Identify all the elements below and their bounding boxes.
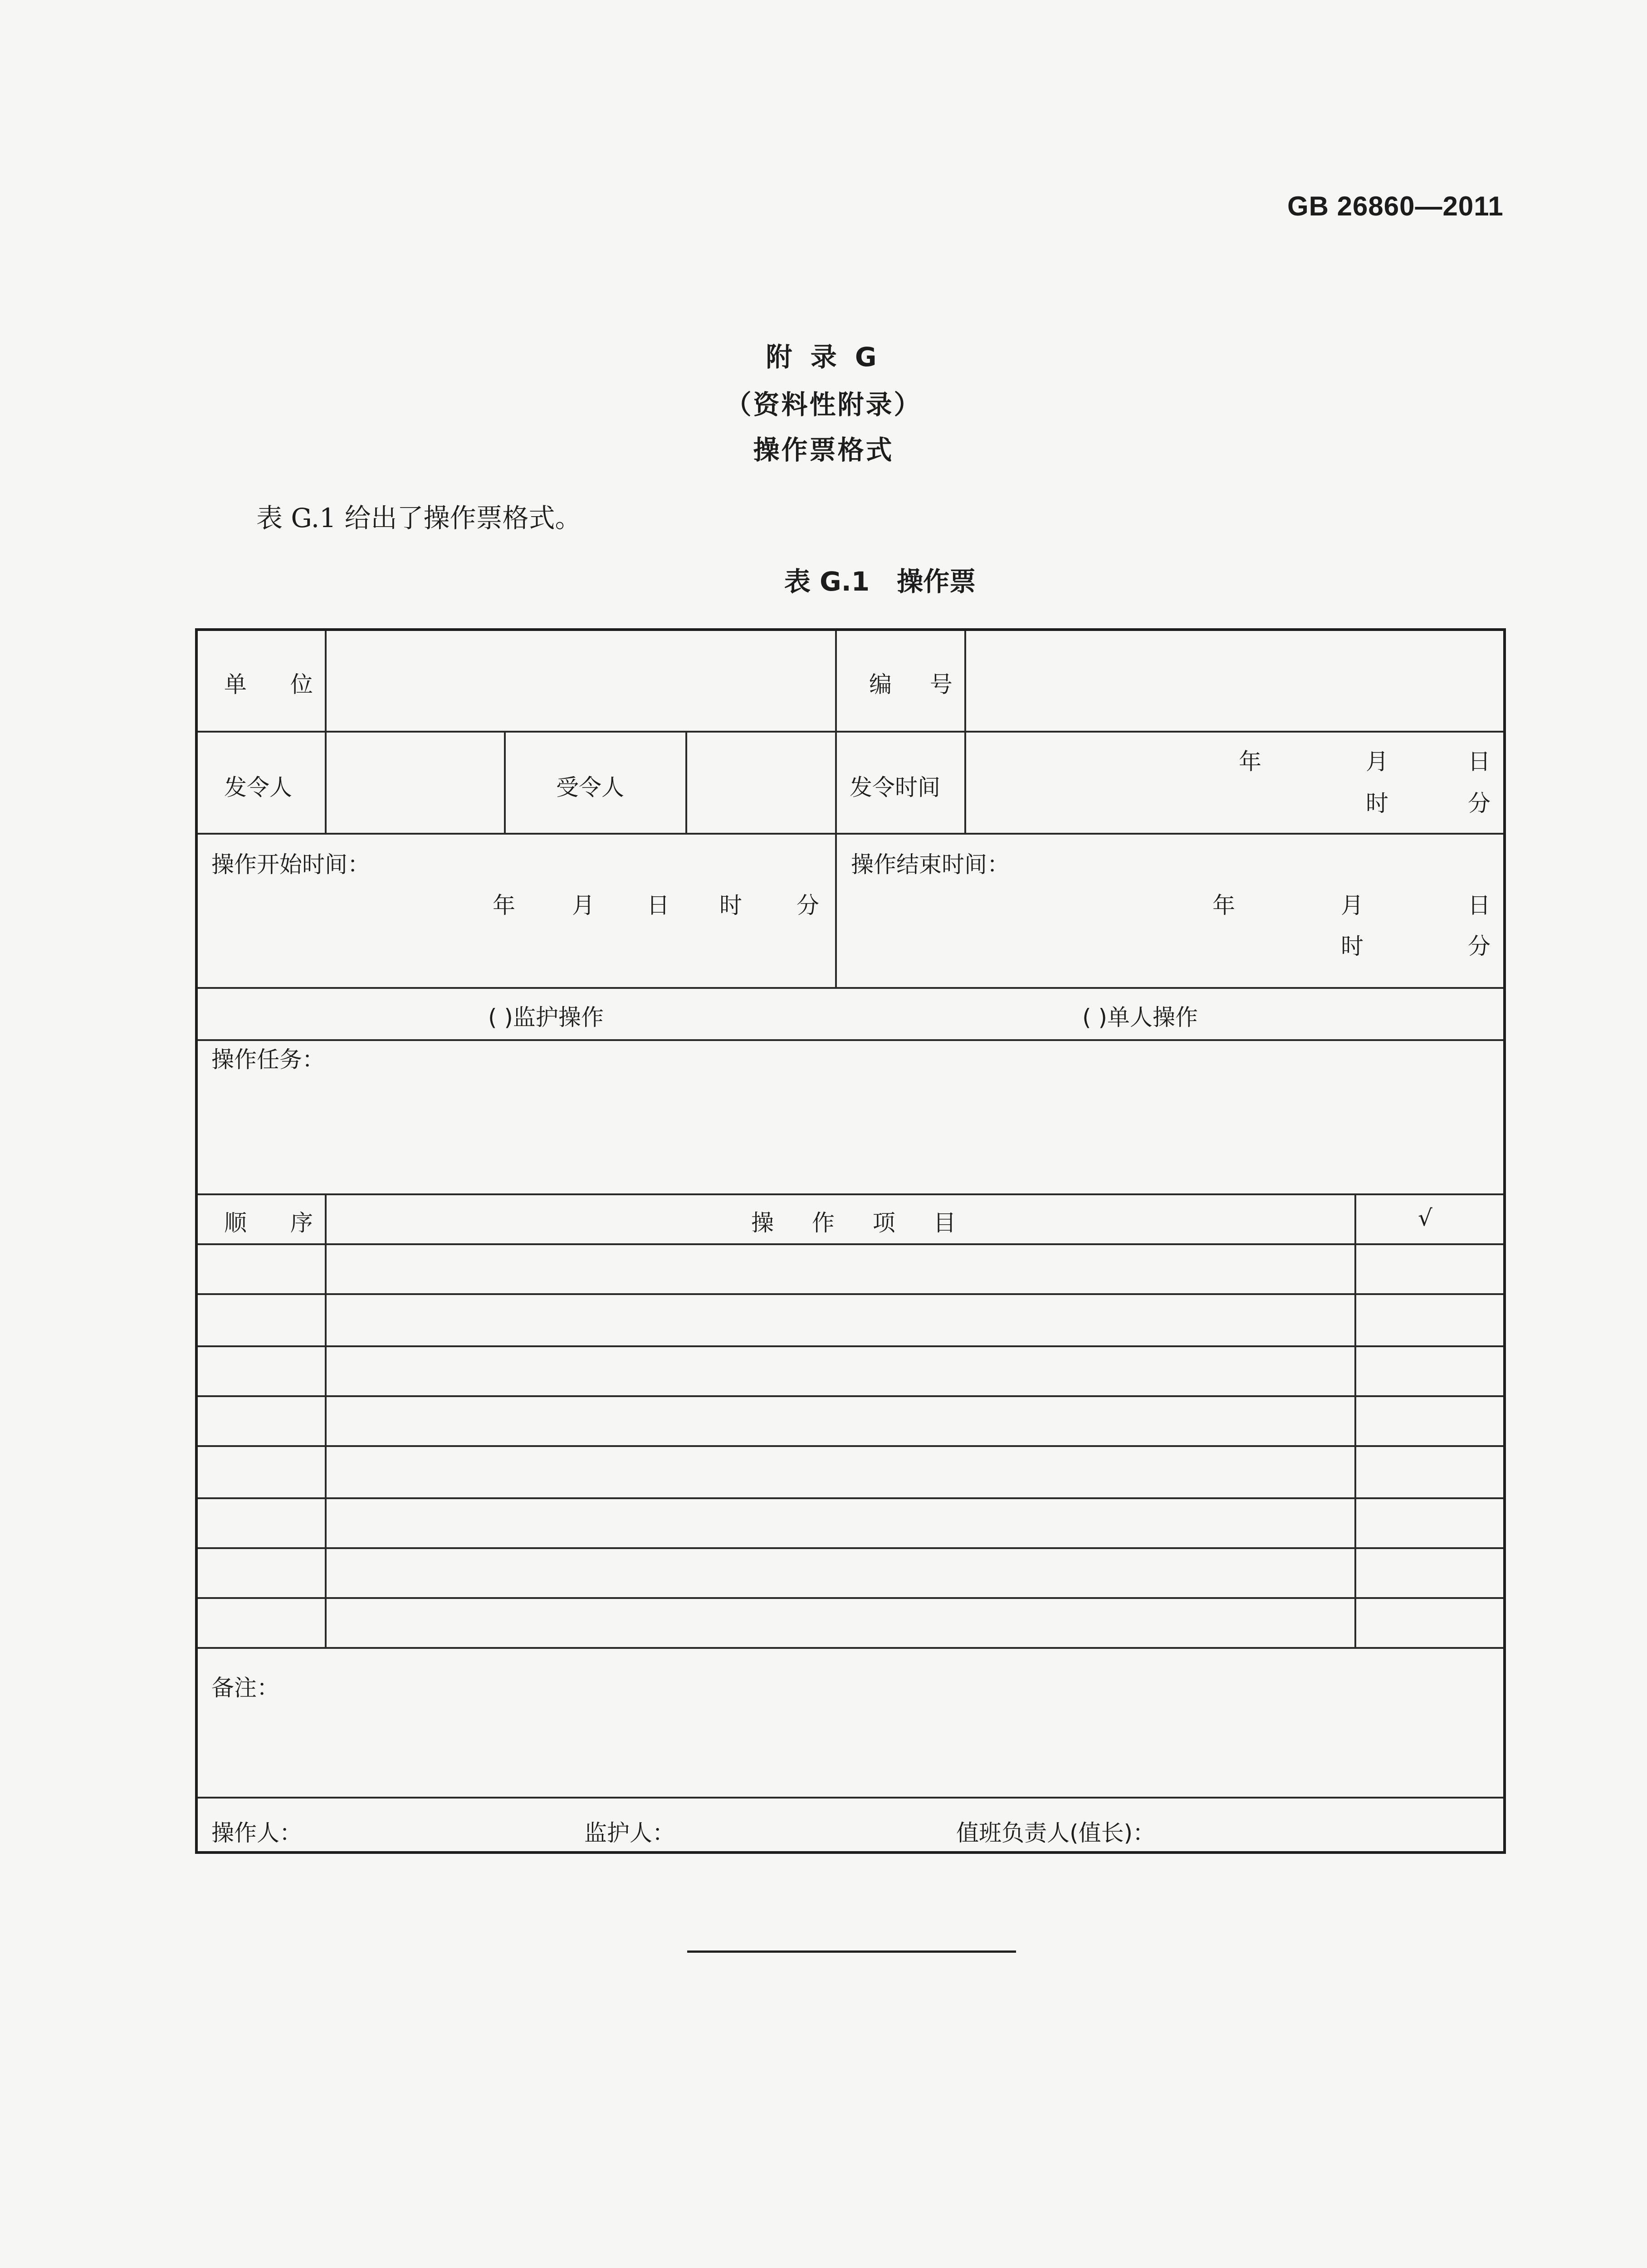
- issue-day: 日: [1468, 748, 1491, 775]
- end-month: 月: [1341, 892, 1364, 919]
- table-caption: [0, 560, 1647, 598]
- end-year: 年: [1212, 892, 1235, 919]
- row-divider: [198, 1039, 1503, 1041]
- remarks-label: 备注：: [211, 1675, 279, 1701]
- end-minute: 分: [1468, 933, 1491, 959]
- issue-time-label: 发令时间: [850, 774, 940, 801]
- row-divider: [198, 1293, 1503, 1295]
- row-divider: [198, 1497, 1503, 1499]
- issue-hour: 时: [1366, 790, 1388, 816]
- operation-item-header: 操 作 项 目: [751, 1210, 972, 1236]
- col-divider: [964, 631, 966, 833]
- end-rule: [687, 1950, 1016, 1953]
- number-label: 编 号: [869, 671, 968, 698]
- guardian-label: 监护人：: [584, 1820, 675, 1846]
- row-divider: [198, 1597, 1503, 1599]
- start-time-label: 操作开始时间：: [211, 851, 370, 878]
- start-day: 日: [647, 892, 670, 919]
- start-hour: 时: [719, 892, 742, 919]
- end-hour: 时: [1341, 933, 1364, 959]
- row-divider: [198, 1445, 1503, 1447]
- appendix-title: 附 录 G: [766, 342, 881, 372]
- row-divider: [198, 1547, 1503, 1549]
- col-divider: [1354, 1193, 1356, 1647]
- single-operation-option[interactable]: ( )单人操作: [1082, 1004, 1198, 1031]
- col-divider: [325, 631, 327, 833]
- col-divider: [835, 631, 837, 987]
- appendix-name: 操作票格式: [753, 435, 894, 465]
- end-time-label: 操作结束时间：: [851, 851, 1010, 878]
- supervised-operation-option[interactable]: ( )监护操作: [488, 1004, 604, 1031]
- col-divider: [325, 1193, 327, 1647]
- issue-year: 年: [1239, 748, 1261, 775]
- row-divider: [198, 731, 1503, 733]
- row-divider: [198, 1345, 1503, 1347]
- row-divider: [198, 833, 1503, 835]
- table-caption-title: 操作票: [897, 566, 976, 597]
- unit-label: 单 位: [224, 671, 331, 698]
- check-header: √: [1418, 1205, 1432, 1231]
- end-day: 日: [1468, 892, 1491, 919]
- row-divider: [198, 1647, 1503, 1649]
- issuer-label: 发令人: [224, 774, 292, 801]
- operator-label: 操作人：: [211, 1820, 302, 1846]
- row-divider: [198, 1193, 1503, 1195]
- issue-minute: 分: [1468, 790, 1491, 816]
- row-divider: [198, 1243, 1503, 1245]
- start-year: 年: [493, 892, 515, 919]
- col-divider: [504, 731, 506, 833]
- issue-month: 月: [1366, 748, 1388, 775]
- intro-text: 表 G.1 给出了操作票格式。: [256, 503, 582, 533]
- table-caption-number: 表 G.1: [784, 566, 870, 597]
- standard-code: GB 26860—2011: [1287, 191, 1504, 221]
- task-label: 操作任务：: [211, 1046, 325, 1073]
- sequence-header: 顺 序: [224, 1210, 331, 1236]
- shift-leader-label: 值班负责人(值长)：: [956, 1820, 1156, 1846]
- row-divider: [198, 1395, 1503, 1397]
- start-minute: 分: [797, 892, 819, 919]
- row-divider: [198, 1797, 1503, 1799]
- col-divider: [685, 731, 687, 833]
- appendix-subtitle: （资料性附录）: [725, 389, 922, 420]
- operation-ticket-form: [195, 628, 1506, 1854]
- start-month: 月: [572, 892, 595, 919]
- receiver-label: 受令人: [556, 774, 624, 801]
- row-divider: [198, 987, 1503, 989]
